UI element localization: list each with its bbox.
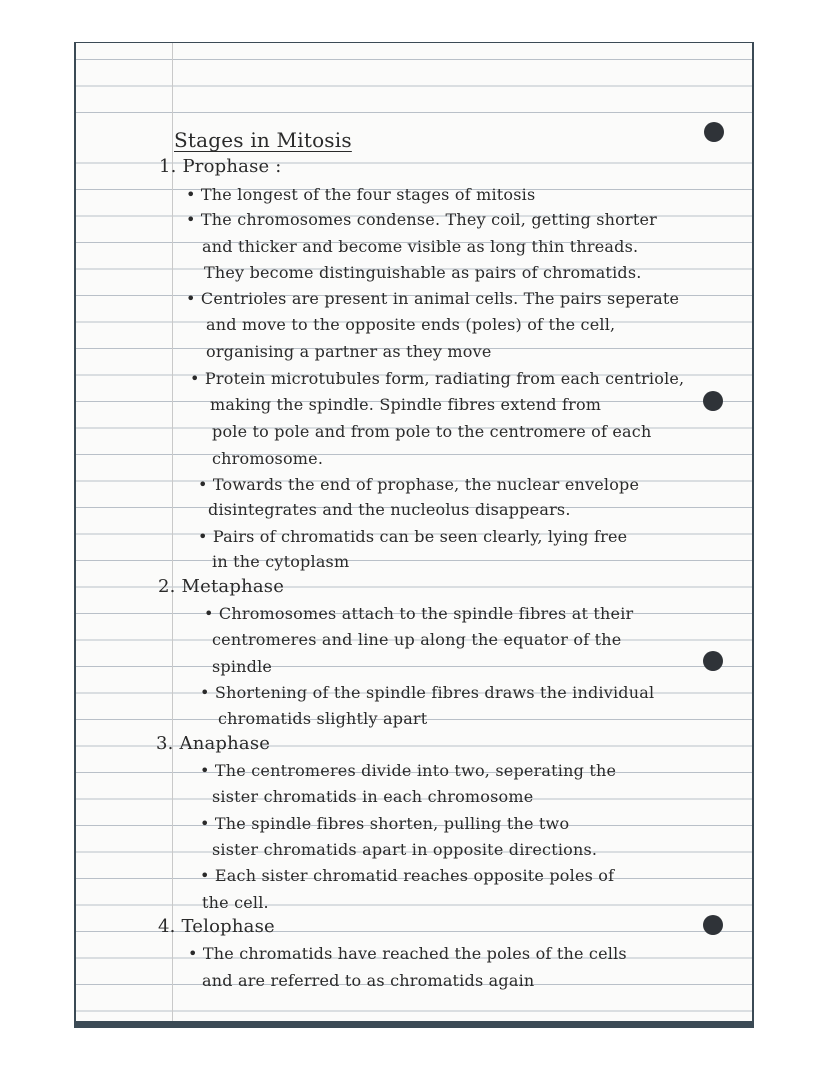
heading-metaphase: 2. Metaphase	[158, 576, 285, 597]
metaphase-line-5: chromatids slightly apart	[218, 709, 428, 728]
punch-hole-lower-middle	[703, 651, 723, 671]
lined-paper	[76, 43, 752, 1021]
prophase-line-14: • Pairs of chromatids can be seen clearly, lying free	[198, 527, 628, 546]
prophase-line-1: • The longest of the four stages of mitosis	[186, 185, 536, 204]
prophase-line-2: • The chromosomes condense. They coil, getting shorter	[186, 210, 657, 229]
metaphase-line-4: • Shortening of the spindle fibres draws the individual	[200, 683, 655, 702]
heading-prophase: 1. Prophase :	[159, 156, 282, 177]
metaphase-line-2: centromeres and line up along the equator of the	[212, 630, 622, 649]
prophase-line-10: pole to pole and from pole to the centromere of each	[212, 422, 652, 441]
anaphase-line-5: • Each sister chromatid reaches opposite poles of	[200, 866, 615, 885]
prophase-line-15: in the cytoplasm	[212, 552, 350, 571]
punch-hole-top	[704, 122, 724, 142]
telophase-line-2: and are referred to as chromatids again	[202, 971, 535, 990]
prophase-line-11: chromosome.	[212, 449, 324, 468]
prophase-line-9: making the spindle. Spindle fibres extend from	[210, 395, 602, 414]
punch-hole-upper-middle	[703, 391, 723, 411]
prophase-line-7: organising a partner as they move	[206, 342, 492, 361]
anaphase-line-1: • The centromeres divide into two, seperating the	[200, 761, 617, 780]
prophase-line-4: They become distinguishable as pairs of chromatids.	[204, 263, 642, 282]
anaphase-line-4: sister chromatids apart in opposite directions.	[212, 840, 598, 859]
heading-anaphase: 3. Anaphase	[156, 733, 271, 754]
heading-telophase: 4. Telophase	[158, 916, 275, 937]
anaphase-line-2: sister chromatids in each chromosome	[212, 787, 534, 806]
punch-hole-bottom	[703, 915, 723, 935]
metaphase-line-3: spindle	[212, 657, 273, 676]
anaphase-line-6: the cell.	[202, 893, 269, 912]
prophase-line-8: • Protein microtubules form, radiating from each centriole,	[190, 369, 685, 388]
metaphase-line-1: • Chromosomes attach to the spindle fibres at their	[204, 604, 634, 623]
prophase-line-5: • Centrioles are present in animal cells. The pairs seperate	[186, 289, 680, 308]
telophase-line-1: • The chromatids have reached the poles of the cells	[188, 944, 627, 963]
prophase-line-3: and thicker and become visible as long thin threads.	[202, 237, 639, 256]
prophase-line-12: • Towards the end of prophase, the nuclear envelope	[198, 475, 640, 494]
margin-line	[172, 43, 173, 1021]
page-title: Stages in Mitosis	[174, 128, 352, 152]
prophase-line-6: and move to the opposite ends (poles) of the cell,	[206, 315, 616, 334]
anaphase-line-3: • The spindle fibres shorten, pulling the two	[200, 814, 570, 833]
prophase-line-13: disintegrates and the nucleolus disappears.	[208, 500, 571, 519]
